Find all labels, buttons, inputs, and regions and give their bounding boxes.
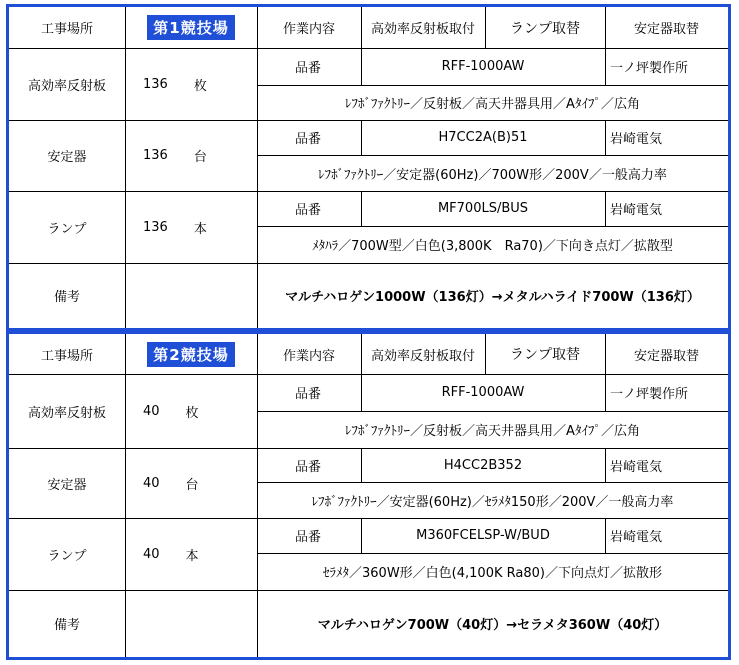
lamp-qty-unit: 本 [193,221,207,237]
reflector-qty [125,374,257,448]
header-reflector: 高効率反射板取付 [370,348,475,364]
reflector-label: 高効率反射板 [27,405,106,421]
lamp-qty [125,191,257,263]
lamp-maker: 岩崎電気 [610,203,663,218]
ballast-qty-unit: 台 [185,477,199,493]
header-work: 作業内容 [282,348,335,364]
block-stadium-2 [6,331,731,660]
reflector-pn-label: 品番 [295,387,322,402]
lamp-qty-value: 136 [143,219,168,235]
ballast-pn: H7CC2A(B)51 [438,130,528,145]
lamp-pn-label: 品番 [295,530,322,545]
ballast-qty [125,448,257,518]
ballast-maker: 岩崎電気 [610,132,663,147]
lamp-spec: ｾﾗﾒﾀ／360W形／白色(4,100K Ra80)／下向点灯／拡散形 [323,566,662,581]
stadium-title: 第1競技場 [147,15,234,40]
ballast-label: 安定器 [47,477,87,493]
lamp-spec: ﾒﾀﾊﾗ／700W型／白色(3,800K Ra70)／下向き点灯／拡散型 [312,239,673,254]
lamp-label: ランプ [47,221,87,237]
reflector-spec: ﾚﾌﾎﾞﾌｧｸﾄﾘｰ／反射板／高天井器具用／Aﾀｲﾌﾟ／広角 [345,424,640,439]
lamp-qty-unit: 本 [185,548,199,564]
ballast-spec: ﾚﾌﾎﾞﾌｧｸﾄﾘｰ／安定器(60Hz)／700W形／200V／一般高力率 [318,167,667,183]
ballast-pn: H4CC2B352 [443,457,523,473]
reflector-maker: 一ノ坪製作所 [610,387,689,402]
stadium-title-cell [125,7,257,48]
lamp-pn-label: 品番 [295,203,322,218]
header-ballast: 安定器取替 [633,22,699,37]
header-place: 工事場所 [40,348,93,364]
ballast-qty-value: 40 [143,475,160,491]
reflector-qty-unit: 枚 [185,405,199,421]
ballast-pn-label: 品番 [295,459,322,475]
reflector-pn: RFF-1000AW [441,59,525,74]
ballast-pn-label: 品番 [295,132,322,147]
stadium-title: 第2競技場 [147,342,234,367]
ballast-qty-unit: 台 [193,150,207,165]
remarks-text: マルチハロゲン700W（40灯）→セラメタ360W（40灯） [317,618,668,633]
block-stadium-1 [6,4,731,331]
header-work: 作業内容 [282,22,335,37]
header-lamp: ランプ取替 [510,20,580,37]
header-reflector: 高効率反射板取付 [370,22,475,37]
reflector-pn-label: 品番 [295,61,322,76]
ballast-qty [125,120,257,191]
lamp-maker: 岩崎電気 [610,530,663,545]
ballast-spec: ﾚﾌﾎﾞﾌｧｸﾄﾘｰ／安定器(60Hz)／ｾﾗﾒﾀ150形／200V／一般高力率 [311,494,674,510]
remarks-text: マルチハロゲン1000W（136灯）→メタルハライド700W（136灯） [285,290,700,305]
ballast-qty-value: 136 [143,148,168,163]
lamp-pn: MF700LS/BUS [437,201,529,216]
reflector-qty-value: 136 [143,76,168,92]
lamp-label: ランプ [47,548,87,564]
lamp-qty-value: 40 [143,546,160,562]
ballast-label: 安定器 [47,150,87,165]
stadium-title-cell [125,334,257,374]
remarks-label: 備考 [53,618,80,633]
reflector-qty [125,48,257,120]
reflector-spec: ﾚﾌﾎﾞﾌｧｸﾄﾘｰ／反射板／高天井器具用／Aﾀｲﾌﾟ／広角 [345,97,640,112]
header-lamp: ランプ取替 [510,347,580,363]
reflector-label: 高効率反射板 [27,78,106,94]
header-place: 工事場所 [40,22,93,37]
header-ballast: 安定器取替 [633,348,699,364]
reflector-qty-value: 40 [143,403,160,419]
reflector-qty-unit: 枚 [193,78,207,94]
reflector-pn: RFF-1000AW [441,385,525,400]
reflector-maker: 一ノ坪製作所 [610,61,689,76]
lamp-qty [125,518,257,590]
lamp-pn: M360FCELSP-W/BUD [416,528,550,543]
ballast-maker: 岩崎電気 [610,459,663,475]
remarks-label: 備考 [53,290,80,305]
